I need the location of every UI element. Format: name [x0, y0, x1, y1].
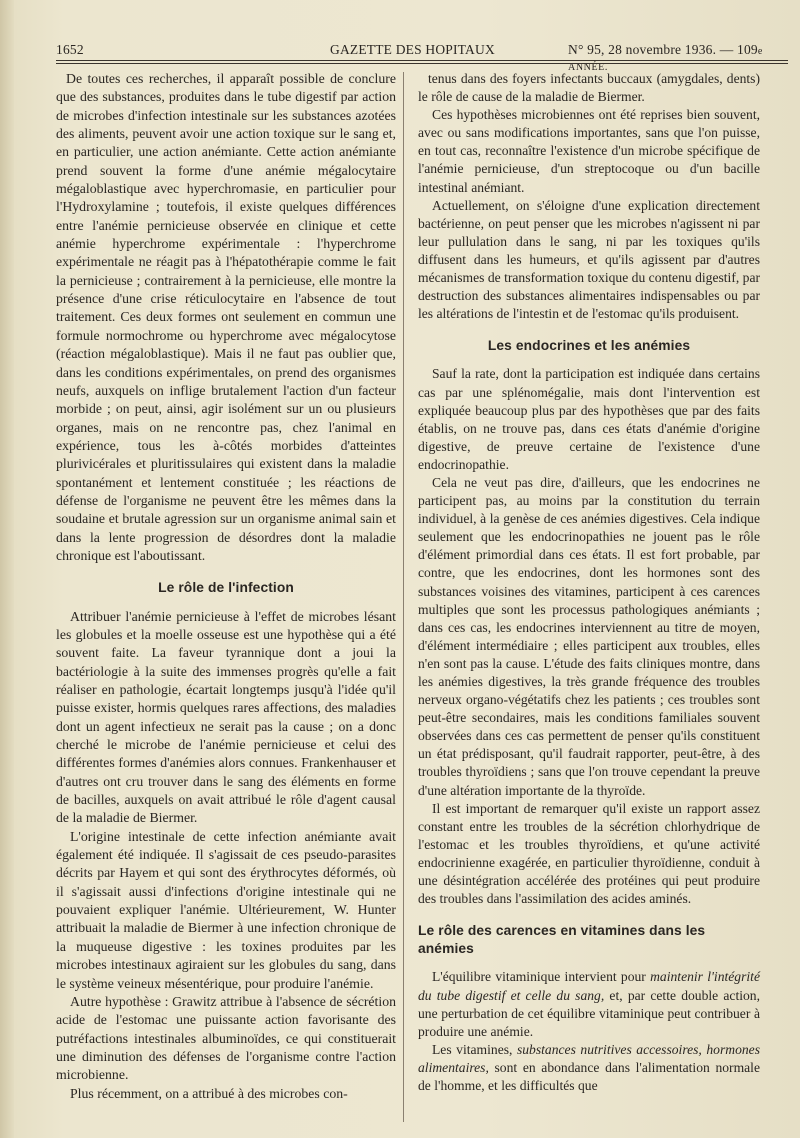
paragraph: L'origine intestinale de cette infection anémiante avait également été indiquée. Il s'agissait de ces pseudo-parasites décrits par Hayem et qui sont des érythrocytes déformés, où il s'agissait aussi d'infections d'origine intestinale qui ne pouvaient expliquer l'anémie. Ultérieurement, W. Hunter attribuait la maladie de Biermer à une infection chronique de la muqueuse digestive : les toxines produites par les microbes intestinaux agiraient sur les globules du sang, dans le système veineux mésentérique, pour produire l'anémie. — [56, 828, 396, 991]
paragraph: tenus dans des foyers infectants buccaux (amygdales, dents) le rôle de cause de la maladie de Biermer. — [418, 71, 760, 105]
header-rule-thin — [56, 60, 788, 61]
journal-title: GAZETTE DES HOPITAUX — [330, 42, 495, 57]
paragraph: Cela ne veut pas dire, d'ailleurs, que les endocrines ne participent pas, au moins par la constitution du terrain individuel, à la genèse de ces anémies digestives. Cela indique seulement que les endocrinopathies ne jouent pas le rôle d'élément primordial dans ces états. Il est fort probable, par contre, que les endocrines, dont les hormones sont des substances voisines des vitamines, participent à ces carences multiples que sont les processus pathologiques anémiants ; dans ces cas, les endocrines interviennent au titre de moyen, d'élément intermédiaire ; elles participent aux troubles, elles n'en sont pas la cause. L'étude des faits cliniques montre, dans les anémies digestives, la très grande fréquence des troubles nerveux organo-végétatifs chez les patients ; ces troubles sont peut-être secondaires, mais les conditions familiales souvent observées dans ces cas permettent de penser qu'ils constituent un état prédisposant, qu'il faudrait rapporter, peut-être, à des troubles thyroïdiens ; sans que l'on trouve cependant la preuve d'une altération importante de la thyroïde. — [418, 474, 760, 798]
section-heading-infection: Le rôle de l'infection — [158, 580, 294, 596]
paragraph: De toutes ces recherches, il apparaît possible de conclure que des substances, produites dans le tube digestif par action de microbes d'infection intestinale sur les substances azotées des aliments, peuvent avoir une action toxique sur le sang et, en particulier, une action anémiante. Cette action anémiante prend souvent la forme d'une anémie mégalocytaire mégaloblastique avec hyperchromasie, en particulier pour l'Hydroxylamine ; toutefois, il existe quelques différences entre l'anémie pernicieuse observée en clinique et cette anémie hyperchrome expérimentale : l'hyperchrome expérimentale ne réagit pas à l'hépatothérapie comme le fait la pernicieuse ; contrairement à la pernicieuse, elle montre la présence d'une crise réticulocytaire en l'absence de tout traitement. Ces deux formes ont seulement en commun une formule normochrome ou hyperchrome avec mégalocytose (réaction mégaloblastique). Mais il ne faut pas oublier que, dans les conditions expérimentales, on prend des organismes neufs, auxquels on inflige brutalement l'action d'un facteur morbide ; on peut, ainsi, agir isolément sur un ou plusieurs organes, mais on ne rencontre pas, chez l'animal en expérience, tous les à-côtés morbides d'atteintes plurivicérales et pluritissulaires qui existent dans la maladie spontanément et lentement constituée ; les réactions de défense de l'organisme ne peuvent être les mêmes dans la soudaine et brutale agression sur un organisme animal sain et dans la lente progression de désordres dont la maladie chronique est l'aboutissant. — [56, 71, 396, 563]
text-run: et, par cette double action, une perturbation de cet équilibre vitaminique peut contribuer à produire une anémie. — [418, 987, 760, 1039]
right-column — [418, 70, 760, 1095]
paragraph: Il est important de remarquer qu'il existe un rapport assez constant entre les troubles de la sécrétion chlorhydrique de l'estomac et les troubles thyroïdiens, et qu'une activité endocrinienne exagérée, en particulier thyroïdienne, conduit à une désintégration accélérée des protéines qui peut produire des troubles dans l'assimilation des acides aminés. — [418, 800, 760, 907]
paragraph: Attribuer l'anémie pernicieuse à l'effet de microbes lésant les globules et la moelle osseuse est une hypothèse qui a été souvent faite. La faveur tyrannique dont a joui la bactériologie à la suite des immenses progrès qu'elle a fait réaliser en pathologie, écartait longtemps jusqu'à l'idée qu'il puisse exister, hormis quelques rares affections, des maladies dont un agent infectieux ne serait pas la cause ; on a donc cherché le microbe de l'anémie pernicieuse et celui des différentes formes d'anémies alors connues. Frankenhauser et d'autres ont cru trouver dans le sang des éléments en forme de bacilles, auxquels on avait attribué le rôle d'agent causal de la maladie de Biermer. — [56, 608, 396, 826]
text-run: L'équilibre vitaminique intervient pour — [432, 969, 651, 985]
italic-run: substances nutritives accessoires, hormones alimentaires, — [418, 1041, 760, 1075]
header-rule-thick — [56, 63, 788, 64]
text-run: sont en abondance dans l'alimentation normale de l'homme, et les difficultés que — [418, 1059, 760, 1093]
section-heading-vitamines: Le rôle des carences en vitamines dans les anémies — [418, 923, 706, 957]
paragraph: Sauf la rate, dont la participation est indiquée dans certains cas par une splénomégalie, mais dont l'intervention est expliquée beaucoup plus par des hypothèses que par des faits établis, on ne trouve pas, dans ces états d'anémie d'origine digestive, de preuve certaine de l'existence d'une endocrinopathie. — [418, 366, 760, 472]
paragraph — [418, 1041, 760, 1095]
italic-run: maintenir l'intégrité du tube digestif et celle du sang, — [418, 969, 760, 1003]
paragraph — [418, 968, 760, 1040]
paragraph: Ces hypothèses microbiennes ont été reprises bien souvent, avec ou sans modifications importantes, sans que l'on puisse, en tout cas, reconnaître l'existence d'un microbe spécifique de l'anémie pernicieuse, d'un streptocoque ou d'un bacille intestinal anémiant. — [418, 107, 760, 195]
left-column — [56, 70, 396, 1103]
issue-date: N° 95, 28 novembre 1936. — 109 — [568, 42, 758, 57]
paragraph: Plus récemment, on a attribué à des microbes con- — [70, 1085, 348, 1101]
page-header — [56, 40, 788, 73]
text-run: Les vitamines, — [432, 1041, 517, 1057]
paragraph: Actuellement, on s'éloigne d'une explication directement bactérienne, on peut penser que les microbes n'agissent ni par leur pullulation dans le sang, ni par les toxiques qu'ils diffusent dans les humeurs, et qu'ils agissent par d'autres mécanismes de transformation toxique du contenu digestif, par destruction des substances alimentaires indispensables ou par les altérations de l'intestin et de l'estomac qu'ils produisent. — [418, 197, 761, 322]
section-heading-endocrines: Les endocrines et les anémies — [487, 338, 691, 354]
column-divider — [403, 72, 404, 1122]
page-number: 1652 — [56, 42, 84, 57]
paragraph: Autre hypothèse : Grawitz attribue à l'absence de sécrétion acide de l'estomac une puissante action favorisante des putréfactions intestinales albuminoïdes, ce qui constituerait une diminution des défenses de l'organisme contre l'action microbienne. — [56, 993, 396, 1083]
binding-edge — [0, 0, 14, 1138]
issue-year-suffix: e ANNÉE. — [568, 46, 763, 73]
